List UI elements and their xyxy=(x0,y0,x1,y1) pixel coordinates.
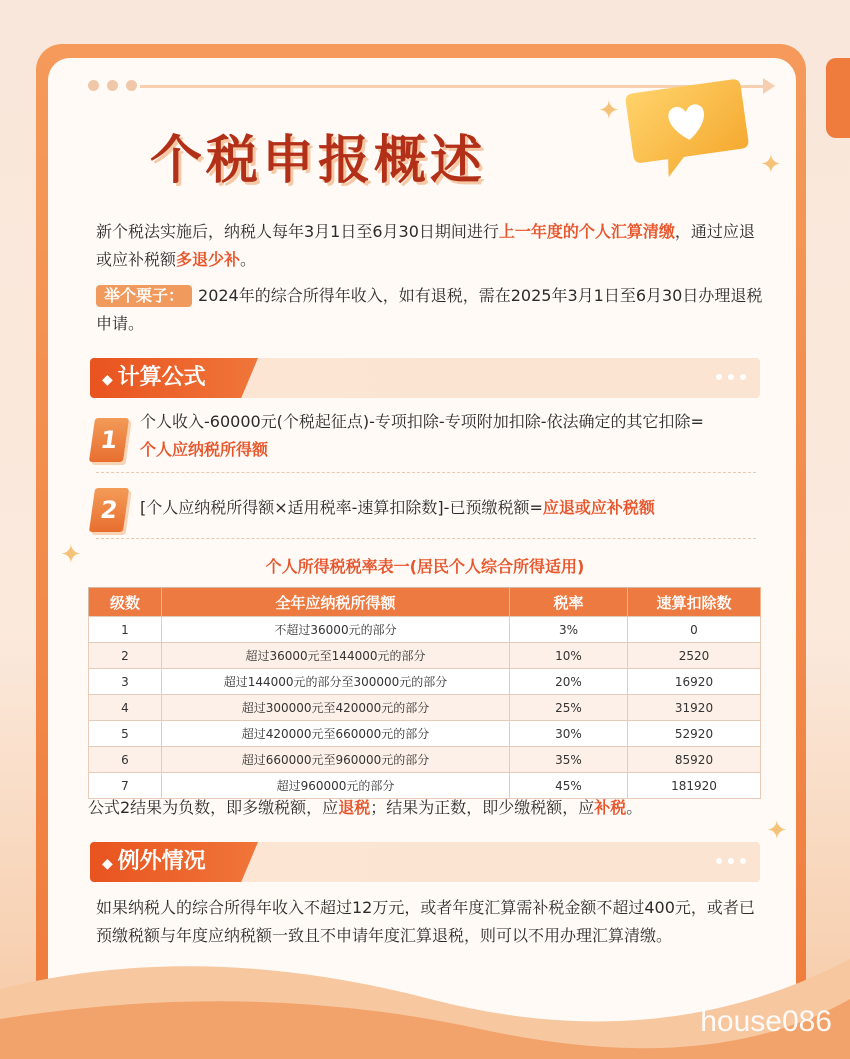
sparkle-icon: ✦ xyxy=(598,96,620,126)
table-row: 6 超过660000元至960000元的部分 35% 85920 xyxy=(89,747,761,773)
section-formula-header: ◆ 计算公式 xyxy=(90,358,760,398)
table-header: 全年应纳税所得额 xyxy=(162,588,510,617)
table-header: 级数 xyxy=(89,588,162,617)
table-row: 7 超过960000元的部分 45% 181920 xyxy=(89,773,761,799)
table-title: 个人所得税税率表一(居民个人综合所得适用) xyxy=(265,557,585,576)
page-title: 个税申报概述 xyxy=(150,131,487,191)
formula-2: [个人应纳税所得额×适用税率-速算扣除数]-已预缴税额=应退或应补税额 xyxy=(140,498,655,517)
intro-paragraph: 新个税法实施后，纳税人每年3月1日至6月30日期间进行上一年度的个人汇算清缴，通过应退或应补税额多退少补。 xyxy=(96,222,755,269)
decor-arrow-head xyxy=(763,78,775,94)
formula-number-2: 2 xyxy=(89,488,129,532)
tax-rate-table xyxy=(88,587,761,799)
exception-paragraph: 如果纳税人的综合所得年收入不超过12万元，或者年度汇算需补税金额不超过400元，或者已预缴税额与年度应纳税额一致且不申请年度汇算退税，则可以不用办理汇算清缴。 xyxy=(96,898,755,945)
formula-1: 个人收入-60000元(个税起征点)-专项扣除-专项附加扣除-依法确定的其它扣除= 个人应纳税所得额 xyxy=(140,412,704,459)
decor-tab xyxy=(826,58,850,138)
sparkle-icon: ✦ xyxy=(766,816,788,846)
table-header: 速算扣除数 xyxy=(628,588,761,617)
divider xyxy=(96,538,756,539)
section-exception-header: ◆ 例外情况 xyxy=(90,842,760,882)
divider xyxy=(96,472,756,473)
decor-dots xyxy=(88,80,137,91)
table-row: 5 超过420000元至660000元的部分 30% 52920 xyxy=(89,721,761,747)
example-paragraph: 举个栗子： 2024年的综合所得年收入，如有退税，需在2025年3月1日至6月30日办理退税申请。 xyxy=(96,286,763,333)
table-row: 1 不超过36000元的部分 3% 0 xyxy=(89,617,761,643)
watermark: house086 xyxy=(700,1005,832,1038)
heart-chat-icon xyxy=(622,70,755,186)
formula-note: 公式2结果为负数，即多缴税额，应退税；结果为正数，即少缴税额，应补税。 xyxy=(88,798,643,817)
example-tag: 举个栗子： xyxy=(96,285,192,307)
table-row: 2 超过36000元至144000元的部分 10% 2520 xyxy=(89,643,761,669)
formula-number-1: 1 xyxy=(89,418,129,462)
sparkle-icon: ✦ xyxy=(760,150,782,180)
table-header: 税率 xyxy=(510,588,628,617)
table-row: 3 超过144000元的部分至300000元的部分 20% 16920 xyxy=(89,669,761,695)
table-row: 4 超过300000元至420000元的部分 25% 31920 xyxy=(89,695,761,721)
sparkle-icon: ✦ xyxy=(60,540,82,570)
